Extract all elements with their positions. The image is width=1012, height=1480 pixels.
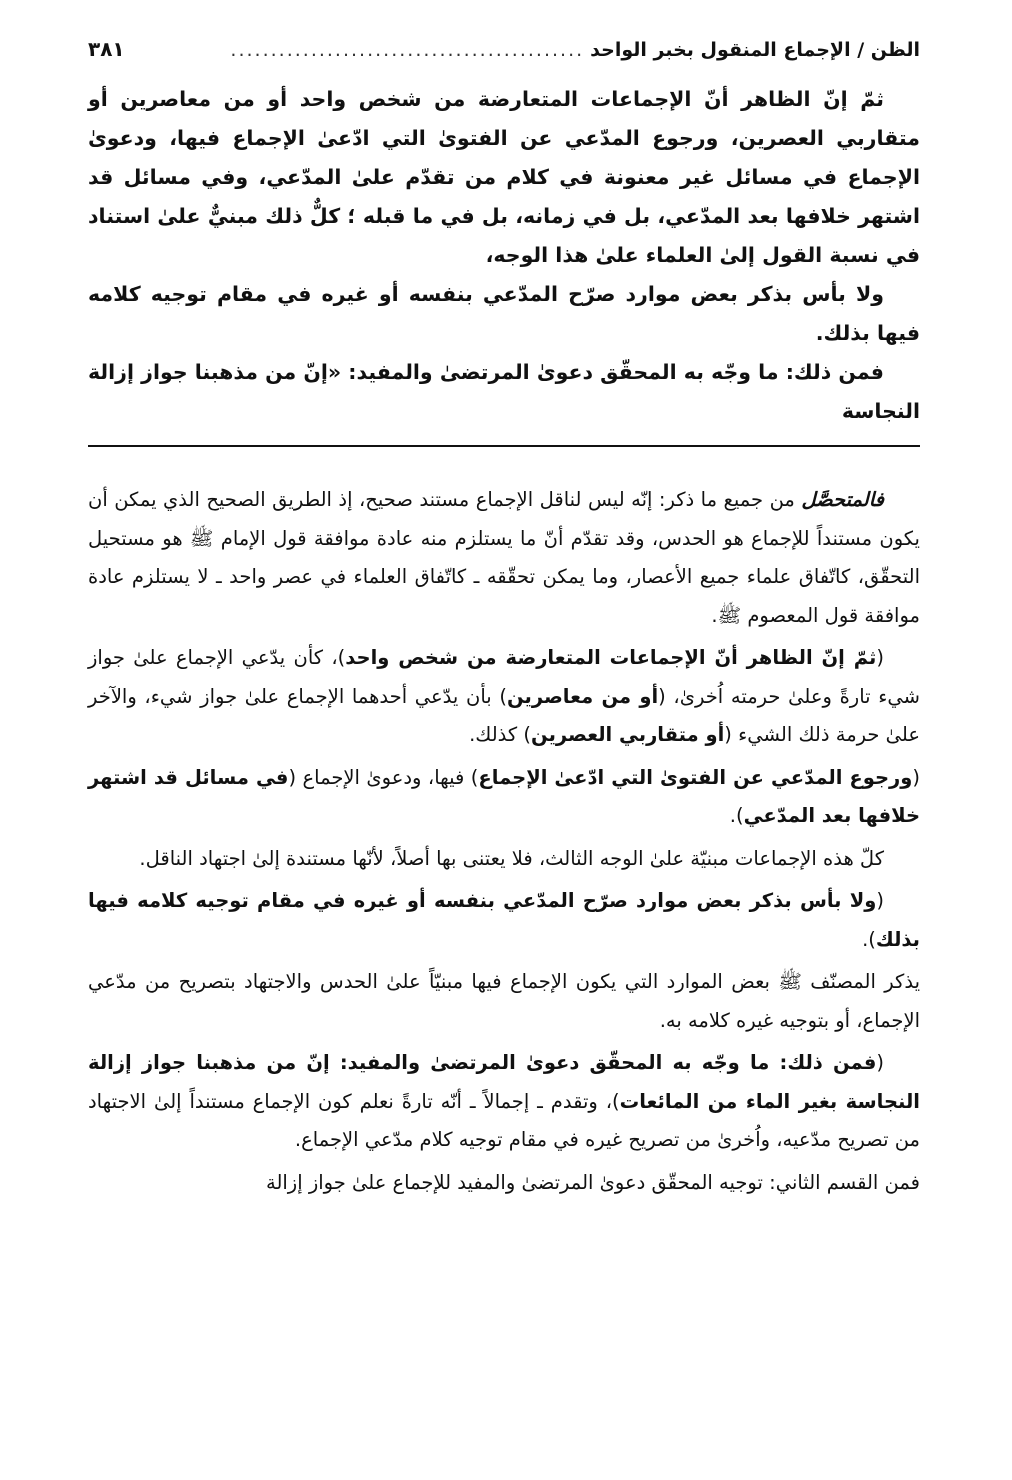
sharh-p3-text-1: ) فيها، ودعوىٰ الإجماع ( [288,765,479,789]
sharh-p2-open: ( [876,646,884,669]
page-number: ٣٨١ [88,37,125,61]
sharh-p3-quote-2: في مسائل قد اشتهر خلافها بعد المدّعي [88,765,920,827]
sharh-p5-text-1: ). [862,927,876,951]
sharh-paragraph-6: يذكر المصنّف ﷺ بعض الموارد التي يكون الإجماع فيها مبنيّاً علىٰ الحدس والاجتهاد بتصريح من مدّعي الإجماع، أو بتوجيه غيره كلامه به. [88,970,920,1032]
sharh-paragraph-3 [88,759,920,836]
sharh-paragraph-2 [88,639,920,755]
sharh-p5-open: ( [876,889,884,912]
header-title: الظن / الإجماع المنقول بخبر الواحد [590,39,920,61]
sharh-p2-text-1: )، كأن يدّعي الإجماع علىٰ جواز شيء تارةً وعلىٰ حرمته اُخرىٰ، ( [88,646,921,708]
book-page [88,34,920,1440]
sharh-p3-open: ( [912,765,920,789]
sharh-p2-quote-3: أو متقاربي العصرين [531,723,725,746]
running-header [88,34,920,66]
sharh-p3-text-2: ). [729,804,744,827]
matn-text-block [88,80,920,431]
sharh-paragraph-7 [88,1044,920,1160]
matn-paragraph-3: فمن ذلك: ما وجّه به المحقّق دعوىٰ المرتضىٰ والمفيد: «إنّ من مذهبنا جواز إزالة النجاسة [88,360,920,423]
sharh-p2-text-3: ) كذلك. [469,723,532,746]
sharh-p7-text-1: )، وتقدم ـ إجمالاً ـ أنّه تارةً نعلم كون الإجماع مستنداً إلىٰ الاجتهاد من تصريح مدّعيه، واُخرىٰ من تصريح غيره في مقام توجيه كلام مدّعي الإجماع. [88,1089,920,1151]
sharh-paragraph-5 [88,882,920,959]
sharh-paragraph-8: فمن القسم الثاني: توجيه المحقّق دعوىٰ المرتضىٰ والمفيد للإجماع علىٰ جواز إزالة [265,1170,920,1194]
matn-paragraph-1: ثمّ إنّ الظاهر أنّ الإجماعات المتعارضة من شخص واحد أو من معاصرين أو متقاربي العصرين، ورجوع المدّعي عن الفتوىٰ التي ادّعىٰ الإجماع فيها، ودعوىٰ الإجماع في مسائل غير معنونة في كلام من تقدّم علىٰ المدّعي، وفي مسائل قد اشتهر خلافها بعد المدّعي، بل في زمانه، بل في ما قبله ؛ كلٌّ ذلك مبنيٌّ علىٰ استناد في نسبة القول إلىٰ العلماء علىٰ هذا الوجه، [88,87,920,267]
sharh-p7-quote-1: فمن ذلك: ما وجّه به المحقّق دعوىٰ المرتضىٰ والمفيد: إنّ من مذهبنا جواز إزالة النجاسة بغير الماء من المائعات [88,1051,920,1113]
sharh-p3-quote-1: ورجوع المدّعي عن الفتوىٰ التي ادّعىٰ الإجماع [478,765,913,789]
sharh-p2-quote-2: أو من معاصرين [506,684,659,708]
matn-paragraph-2: ولا بأس بذكر بعض موارد صرّح المدّعي بنفسه أو غيره في مقام توجيه كلامه فيها بذلك. [88,282,920,345]
header-leader-dots: ............................................ [230,39,585,61]
sharh-text-block [88,481,920,1202]
sharh-p7-open: ( [876,1051,884,1074]
sharh-p5-quote-1: ولا بأس بذكر بعض موارد صرّح المدّعي بنفسه أو غيره في مقام توجيه كلامه فيها بذلك [88,889,920,951]
sharh-lead-word: فالمتحصَّل [801,488,884,511]
sharh-paragraph-4: كلّ هذه الإجماعات مبنيّة علىٰ الوجه الثالث، فلا يعتنى بها أصلاً، لأنّها مستندة إلىٰ اجتهاد الناقل. [139,846,884,870]
sharh-p2-quote-1: ثمّ إنّ الظاهر أنّ الإجماعات المتعارضة من شخص واحد [345,646,877,669]
sharh-p1-text: من جميع ما ذكر: إنّه ليس لناقل الإجماع مستند صحيح، إذ الطريق الصحيح الذي يمكن أن يكون مستنداً للإجماع هو الحدس، وقد تقدّم أنّ ما يستلزم منه عادة موافقة قول الإمام ﷺ هو مستحيل التحقّق، كاتّفاق علماء جميع الأعصار، وما يمكن تحقّقه ـ كاتّفاق العلماء في عصر واحد ـ لا يستلزم عادة موافقة قول المعصوم ﷺ. [88,488,920,627]
sharh-p2-text-2: ) بأن يدّعي أحدهما الإجماع علىٰ جواز شيء، والآخر علىٰ حرمة ذلك الشيء ( [88,684,920,746]
section-divider [88,445,920,447]
sharh-paragraph-1 [88,481,920,635]
